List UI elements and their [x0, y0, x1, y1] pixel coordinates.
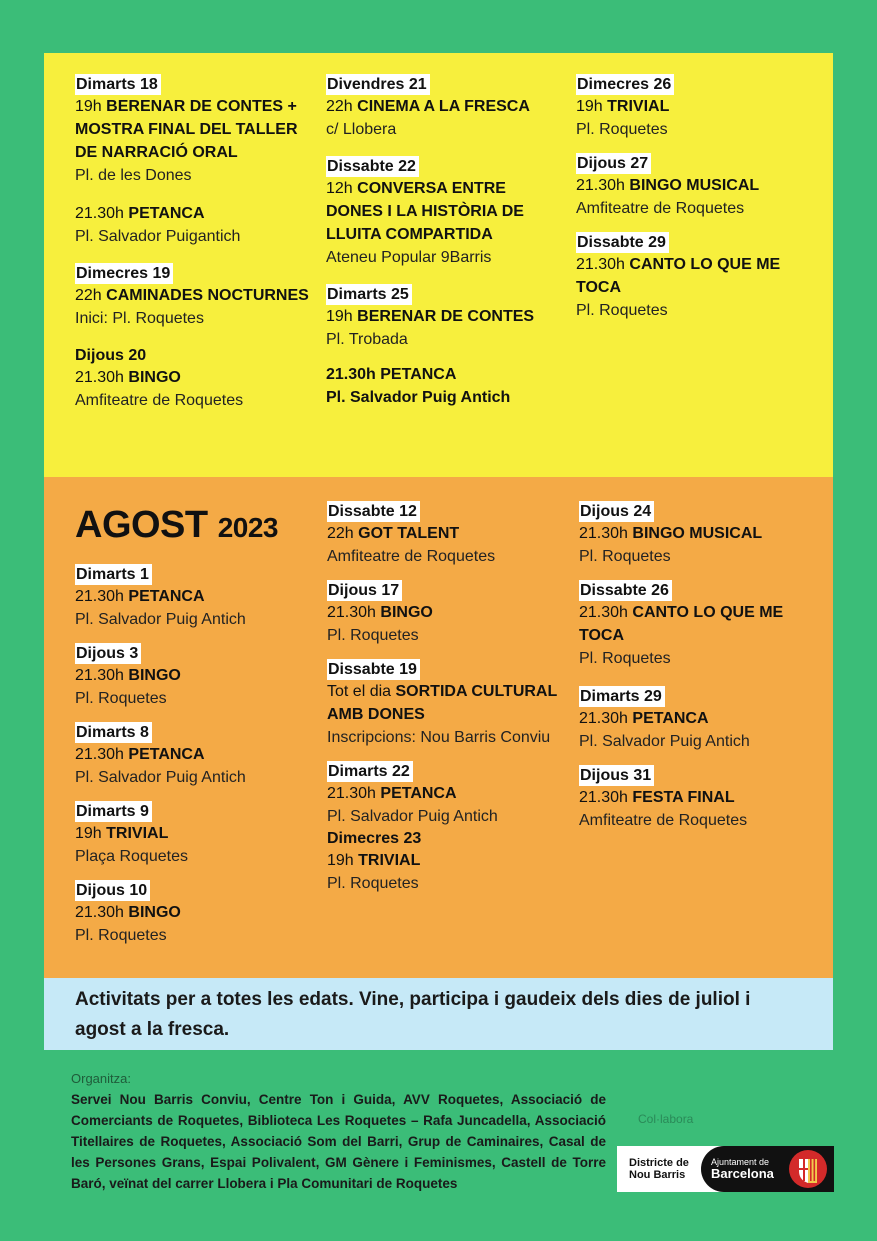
- ajuntament-line-2: Barcelona: [711, 1166, 774, 1181]
- district-line-1: Districte de: [629, 1157, 689, 1169]
- event-place: Amfiteatre de Roquetes: [576, 200, 745, 217]
- event-title: CONVERSA ENTRE DONES I LA HISTÒRIA DE LLUITA COMPARTIDA: [326, 180, 524, 243]
- event-day: Dimarts 18: [75, 74, 161, 95]
- event-hour: 22h: [75, 287, 102, 304]
- event-hour: 21.30h: [579, 525, 628, 542]
- event-title: PETANCA: [632, 710, 709, 727]
- district-line-2: Nou Barris: [629, 1169, 686, 1181]
- collaborates-label: Col·labora: [638, 1112, 694, 1126]
- event: [579, 501, 819, 568]
- event-day: Dijous 31: [579, 765, 654, 786]
- event-day: Dimarts 22: [327, 761, 413, 782]
- event-hour: 21.30h: [579, 604, 628, 621]
- event-day: Dissabte 12: [327, 501, 420, 522]
- ajuntament-block: [701, 1146, 834, 1192]
- event-day: Dijous 20: [75, 347, 147, 364]
- month-heading: [75, 503, 310, 550]
- event-place: Pl. Trobada: [326, 331, 408, 348]
- event: [327, 761, 567, 828]
- event-day: Dissabte 26: [579, 580, 672, 601]
- event-hour: 21.30h: [75, 667, 124, 684]
- event-place: Pl. Roquetes: [75, 690, 167, 707]
- event: [75, 74, 310, 187]
- august-column-1: [75, 503, 310, 959]
- event: [576, 74, 816, 141]
- event-day: Dimecres 26: [576, 74, 674, 95]
- event-title: BINGO: [380, 604, 433, 621]
- event-hour: 21.30h: [75, 369, 124, 386]
- district-name: [617, 1157, 701, 1181]
- event-hour: 21.30h: [579, 710, 628, 727]
- event-place: Pl. Salvador Puig Antich: [75, 769, 246, 786]
- event-place: Pl. Roquetes: [327, 875, 419, 892]
- event-title: TRIVIAL: [106, 825, 169, 842]
- event: [579, 580, 819, 670]
- event-title: CANTO LO QUE ME TOCA: [576, 256, 781, 296]
- event-hour: 19h: [75, 98, 102, 115]
- event-title: TRIVIAL: [607, 98, 670, 115]
- event-place: Pl. Roquetes: [576, 121, 668, 138]
- event: [326, 74, 566, 141]
- event-hour: 19h: [75, 825, 102, 842]
- event-day: Dimecres 19: [75, 263, 173, 284]
- organizers: [71, 1069, 606, 1194]
- organizers-list: Servei Nou Barris Conviu, Centre Ton i Guida, AVV Roquetes, Associació de Comerciants de Roquetes, Biblioteca Les Roquetes – Rafa Juncadella, Associació Titellaires de Roquetes, Associació Som del Barri, Grup de Caminaires, Casal de les Persones Grans, Espai Polivalent, GM Gènere i Feminismes, Castell de Torre Baró, veïnat del carrer Llobera i Pla Comunitari de Roquetes: [71, 1092, 606, 1191]
- event-line: 21.30h PETANCA: [326, 366, 457, 383]
- event: [327, 828, 567, 895]
- event-place: Pl. Roquetes: [75, 927, 167, 944]
- event-title: TRIVIAL: [358, 852, 421, 869]
- event-title: PETANCA: [128, 205, 205, 222]
- event-place: Inici: Pl. Roquetes: [75, 310, 204, 327]
- event-hour: 22h: [327, 525, 354, 542]
- event-place: Amfiteatre de Roquetes: [579, 812, 748, 829]
- event-place: Pl. Salvador Puig Antich: [579, 733, 750, 750]
- event: [75, 880, 310, 947]
- event-day: Dimarts 29: [579, 686, 665, 707]
- event: [327, 659, 567, 749]
- event: [327, 580, 567, 647]
- event-place: Pl. Roquetes: [576, 302, 668, 319]
- event-day: Dissabte 29: [576, 232, 669, 253]
- event-day: Dimarts 25: [326, 284, 412, 305]
- event-title: CAMINADES NOCTURNES: [106, 287, 309, 304]
- event: [326, 284, 566, 351]
- event-place: Amfiteatre de Roquetes: [75, 392, 244, 409]
- event-title: FESTA FINAL: [632, 789, 735, 806]
- event-place: Pl. Roquetes: [579, 650, 671, 667]
- event-hour: 21.30h: [75, 904, 124, 921]
- event: [576, 232, 816, 322]
- july-column-3: [576, 74, 816, 334]
- event: [75, 345, 310, 412]
- august-column-3: [579, 501, 819, 844]
- event: [75, 564, 310, 631]
- event: [75, 202, 310, 248]
- july-schedule: [44, 53, 833, 477]
- august-schedule: [44, 477, 833, 978]
- event-place: c/ Llobera: [326, 121, 397, 138]
- event-title: BINGO MUSICAL: [632, 525, 763, 542]
- event-title: BINGO: [128, 667, 181, 684]
- august-column-2: [327, 501, 567, 907]
- event-place: Pl. Roquetes: [327, 627, 419, 644]
- july-column-1: [75, 74, 310, 424]
- event-hour: 19h: [326, 308, 353, 325]
- event-day: Dimarts 1: [75, 564, 152, 585]
- event-title: BERENAR DE CONTES + MOSTRA FINAL DEL TALLER DE NARRACIÓ ORAL: [75, 98, 298, 161]
- event-title: GOT TALENT: [358, 525, 460, 542]
- event-hour: 21.30h: [75, 746, 124, 763]
- event-place: Plaça Roquetes: [75, 848, 188, 865]
- event-place: Pl. Salvador Puig Antich: [327, 808, 498, 825]
- event-hour: 12h: [326, 180, 353, 197]
- event-day: Dijous 17: [327, 580, 402, 601]
- event-place: Pl. Salvador Puig Antich: [75, 611, 246, 628]
- event-day: Dijous 27: [576, 153, 651, 174]
- event: [579, 686, 819, 753]
- event: [579, 765, 819, 832]
- event: [75, 722, 310, 789]
- event: [326, 156, 566, 269]
- event-day: Dissabte 19: [327, 659, 420, 680]
- event-title: PETANCA: [128, 746, 205, 763]
- event-hour: 22h: [326, 98, 353, 115]
- event-place: Pl. de les Dones: [75, 167, 192, 184]
- info-banner: [44, 978, 833, 1050]
- barcelona-shield-icon: [788, 1149, 828, 1189]
- event-hour: 21.30h: [327, 785, 376, 802]
- event: [326, 363, 566, 409]
- month-year: 2023: [217, 512, 278, 543]
- event-place: Pl. Salvador Puigantich: [75, 228, 241, 245]
- event-place: Inscripcions: Nou Barris Conviu: [327, 729, 551, 746]
- event-title: PETANCA: [380, 785, 457, 802]
- event: [75, 643, 310, 710]
- event-title: PETANCA: [128, 588, 205, 605]
- event: [75, 263, 310, 330]
- organizers-label: Organitza:: [71, 1071, 131, 1086]
- event-title: SORTIDA CULTURAL AMB DONES: [327, 683, 557, 723]
- ajuntament-logo: [617, 1146, 834, 1192]
- event-day: Dissabte 22: [326, 156, 419, 177]
- event-title: BERENAR DE CONTES: [357, 308, 535, 325]
- event-hour: 21.30h: [75, 205, 124, 222]
- ajuntament-line-1: Ajuntament de: [711, 1157, 770, 1167]
- event-hour: 21.30h: [579, 789, 628, 806]
- event-hour: 19h: [576, 98, 603, 115]
- banner-text: Activitats per a totes les edats. Vine, participa i gaudeix dels dies de juliol i agost a la fresca.: [75, 989, 751, 1040]
- event-line: Pl. Salvador Puig Antich: [326, 389, 511, 406]
- event-place: Amfiteatre de Roquetes: [327, 548, 496, 565]
- event-title: BINGO MUSICAL: [629, 177, 760, 194]
- event: [576, 153, 816, 220]
- event-day: Dijous 3: [75, 643, 141, 664]
- event-hour: 21.30h: [576, 177, 625, 194]
- event-day: Dimarts 8: [75, 722, 152, 743]
- event-title: BINGO: [128, 369, 181, 386]
- month-name: AGOST: [75, 504, 208, 546]
- event-title: CINEMA A LA FRESCA: [357, 98, 530, 115]
- event: [327, 501, 567, 568]
- event: [75, 801, 310, 868]
- event-title: BINGO: [128, 904, 181, 921]
- event-hour: 21.30h: [327, 604, 376, 621]
- event-title: CANTO LO QUE ME TOCA: [579, 604, 784, 644]
- event-place: Pl. Roquetes: [579, 548, 671, 565]
- event-day: Dijous 24: [579, 501, 654, 522]
- event-hour: Tot el dia: [327, 683, 392, 700]
- event-day: Dimarts 9: [75, 801, 152, 822]
- event-hour: 19h: [327, 852, 354, 869]
- event-place: Ateneu Popular 9Barris: [326, 249, 492, 266]
- event-hour: 21.30h: [576, 256, 625, 273]
- event-hour: 21.30h: [75, 588, 124, 605]
- event-day: Dijous 10: [75, 880, 150, 901]
- event-day: Dimecres 23: [327, 830, 422, 847]
- event-day: Divendres 21: [326, 74, 430, 95]
- july-column-2: [326, 74, 566, 421]
